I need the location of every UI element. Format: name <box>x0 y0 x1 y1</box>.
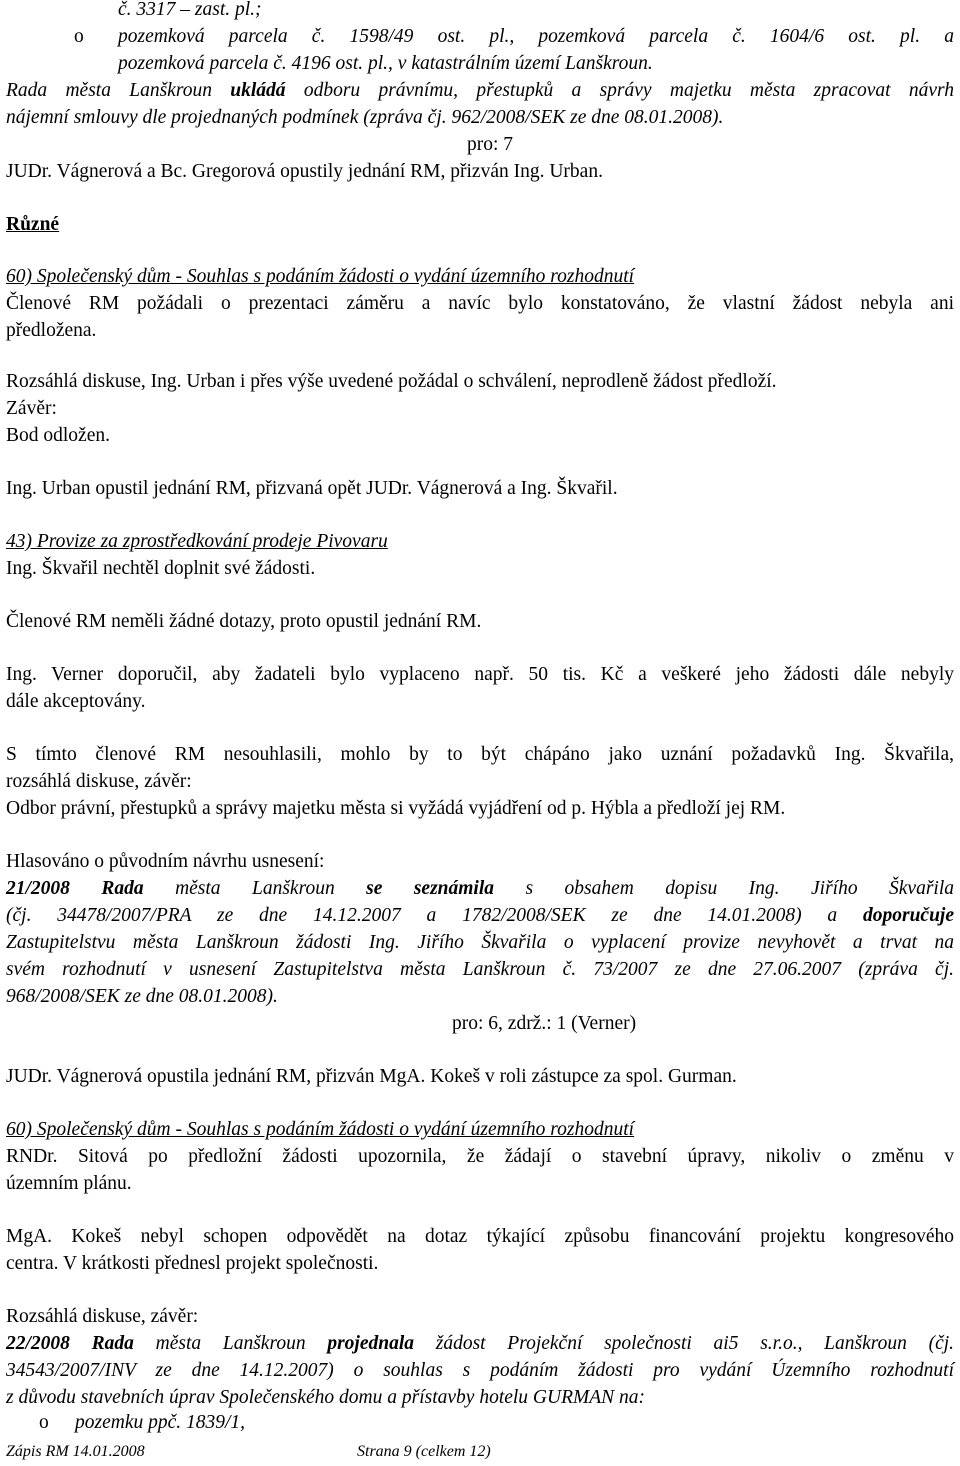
paragraph: Ing. Verner doporučil, aby žadateli bylo vyplaceno např. 50 tis. Kč a veškeré jeho žádosti dále nebyly <box>6 664 954 685</box>
resolution-text: Zastupitelstvu města Lanškroun žádosti Ing. Jiřího Škvařila o vyplacení provize nevyhovět a trvat na <box>6 932 954 953</box>
attendance-note: JUDr. Vágnerová a Bc. Gregorová opustily jednání RM, přizván Ing. Urban. <box>6 161 603 182</box>
paragraph: Odbor právní, přestupků a správy majetku města si vyžádá vyjádření od p. Hýbla a předloží jej RM. <box>6 798 786 819</box>
paragraph: MgA. Kokeš nebyl schopen odpovědět na dotaz týkající způsobu financování projektu kongresového <box>6 1226 954 1247</box>
resolution-text: Rada města Lanškroun ukládá odboru právnímu, přestupků a správy majetku města zpracovat návrh <box>6 80 955 101</box>
section-heading: Různé <box>6 214 60 235</box>
list-item: pozemková parcela č. 1598/49 ost. pl., pozemková parcela č. 1604/6 ost. pl. a <box>118 26 954 47</box>
item-title: 43) Provize za zprostředkování prodeje Pivovaru <box>6 531 388 552</box>
resolution-text: svém rozhodnutí v usnesení Zastupitelstva města Lanškroun č. 73/2007 ze dne 27.06.2007 (zpráva čj. <box>6 959 954 980</box>
list-item: č. 3317 – zast. pl.; <box>118 0 262 20</box>
paragraph: územním plánu. <box>6 1173 132 1194</box>
list-bullet: o <box>74 26 84 47</box>
paragraph: rozsáhlá diskuse, závěr: <box>6 771 192 792</box>
list-item: pozemku ppč. 1839/1, <box>75 1412 246 1433</box>
paragraph: Hlasováno o původním návrhu usnesení: <box>6 851 325 872</box>
paragraph: předložena. <box>6 320 97 341</box>
paragraph: RNDr. Sitová po předložní žádosti upozornila, že žádají o stavební úpravy, nikoliv o změnu v <box>6 1146 954 1167</box>
list-item: pozemková parcela č. 4196 ost. pl., v katastrálním území Lanškroun. <box>118 53 653 74</box>
paragraph: Členové RM neměli žádné dotazy, proto opustil jednání RM. <box>6 611 482 632</box>
resolution-text: z důvodu stavebních úprav Společenského domu a přístavby hotelu GURMAN na: <box>6 1387 646 1408</box>
attendance-note: JUDr. Vágnerová opustila jednání RM, přizván MgA. Kokeš v roli zástupce za spol. Gurman. <box>6 1066 737 1087</box>
attendance-note: Ing. Urban opustil jednání RM, přizvaná opět JUDr. Vágnerová a Ing. Škvařil. <box>6 478 618 499</box>
resolution-text: 34543/2007/INV ze dne 14.12.2007) o souhlas s podáním žádosti pro vydání Územního rozhodnutí <box>6 1360 954 1381</box>
paragraph: dále akceptovány. <box>6 691 146 712</box>
paragraph: S tímto členové RM nesouhlasili, mohlo by to být chápáno jako uznání požadavků Ing. Škvařila, <box>6 744 954 765</box>
paragraph: centra. V krátkosti přednesl projekt společnosti. <box>6 1253 379 1274</box>
resolution-text: nájemní smlouvy dle projednaných podmínek (zpráva čj. 962/2008/SEK ze dne 08.01.2008). <box>6 107 724 128</box>
vote-result: pro: 6, zdrž.: 1 (Verner) <box>452 1013 637 1034</box>
list-bullet: o <box>39 1412 49 1433</box>
paragraph: Členové RM požádali o prezentaci záměru a navíc bylo konstatováno, že vlastní žádost nebyla ani <box>6 293 954 314</box>
resolution-text: (čj. 34478/2007/PRA ze dne 14.12.2007 a 1782/2008/SEK ze dne 14.01.2008) a doporučuje <box>6 905 955 926</box>
footer-left: Zápis RM 14.01.2008 <box>6 1443 145 1460</box>
page-number: Strana 9 (celkem 12) <box>357 1443 491 1460</box>
item-title: 60) Společenský dům - Souhlas s podáním žádosti o vydání územního rozhodnutí <box>6 266 635 287</box>
paragraph: Bod odložen. <box>6 425 110 446</box>
resolution-text: 21/2008 Rada města Lanškroun se seznámila s obsahem dopisu Ing. Jiřího Škvařila <box>6 878 954 899</box>
paragraph: Rozsáhlá diskuse, Ing. Urban i přes výše uvedené požádal o schválení, neprodleně žádost předloží. <box>6 371 777 392</box>
paragraph: Ing. Škvařil nechtěl doplnit své žádosti. <box>6 558 316 579</box>
paragraph: Závěr: <box>6 398 57 419</box>
vote-result: pro: 7 <box>467 134 514 155</box>
resolution-text: 22/2008 Rada města Lanškroun projednala žádost Projekční společnosti ai5 s.r.o., Lanškroun (čj. <box>6 1333 955 1354</box>
resolution-text: 968/2008/SEK ze dne 08.01.2008). <box>6 986 278 1007</box>
paragraph: Rozsáhlá diskuse, závěr: <box>6 1306 199 1327</box>
item-title: 60) Společenský dům - Souhlas s podáním žádosti o vydání územního rozhodnutí <box>6 1119 635 1140</box>
